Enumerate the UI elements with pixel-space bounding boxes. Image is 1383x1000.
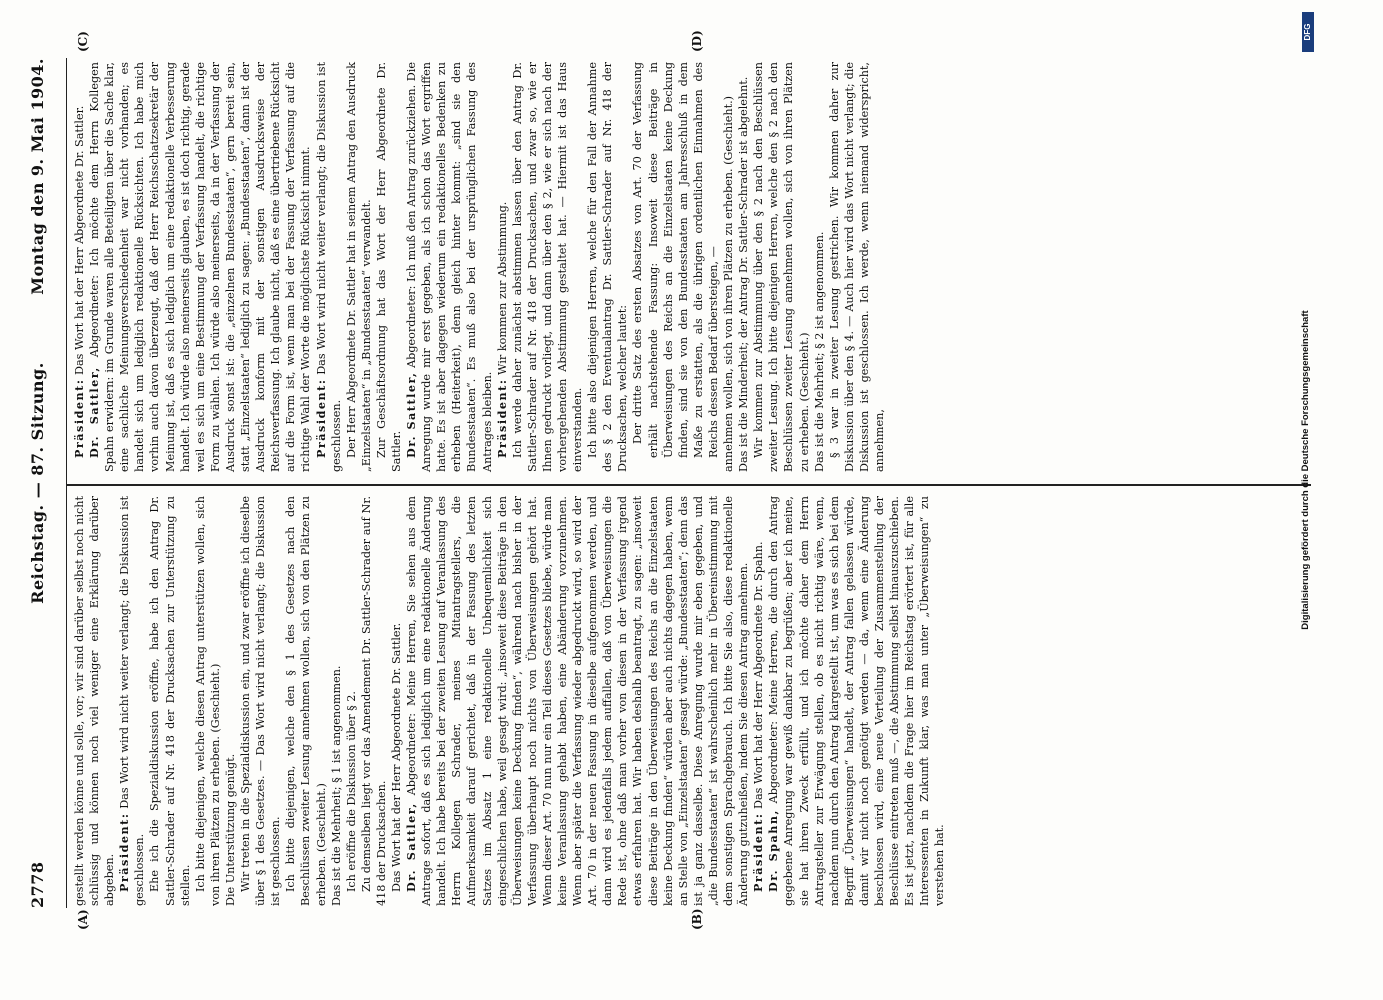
paragraph: Präsident: Das Wort wird nicht weiter verlangt; die Diskussion ist geschlossen. [117,496,147,906]
paragraph: Präsident: Wir kommen zur Abstimmung. [494,201,509,458]
session-date: Montag den 9. Mai 1904. [28,58,47,295]
margin-mark-d: (D) [690,30,704,52]
header-rule [66,58,67,908]
speaker-name: Präsident: [751,812,766,892]
paragraph: Die Unterstützung genügt. [223,753,237,906]
paragraph: Das ist die Minderheit; der Antrag Dr. Sattler-Schrader ist abgelehnt. [737,76,751,472]
speaker-name: Präsident: [117,812,132,892]
paragraph: Ich bitte also diejenigen Herren, welche für den Fall der Annahme des § 2 den Eventualantrag Dr. Sattler-Schrader auf Nr. 418 der Drucksachen, welcher lautet: [586,62,630,472]
margin-mark-c: (C) [76,31,90,52]
paragraph: Das Wort hat der Herr Abgeordnete Dr. Sattler. [389,622,403,892]
paragraph: Ich eröffne die Diskussion über § 2. [344,691,358,892]
paragraph: Ich werde daher zunächst abstimmen lassen über den Antrag Dr. Sattler-Schrader auf Nr. 418 der Drucksachen, und zwar so, wie er Ihnen gedruckt vorliegt, und dann über den § 2, wie er sich nach der vorhergehenden Abstimmung gestaltet hat. — Hiermit ist das Haus einverstanden. [510,62,585,472]
margin-mark-b: (B) [690,908,704,930]
speaker-name: Dr. Sattler, [404,802,419,892]
speaker-name: Dr. Sattler, [404,371,419,458]
paragraph: Das ist die Mehrheit; § 2 ist angenommen. [812,231,826,472]
paragraph: Dr. Sattler, Abgeordneter: Meine Herren, Sie sehen aus dem Antrage sofort, daß es sich lediglich um eine redaktionelle Änderung handelt. Ich habe bereits bei der zweiten Lesung auf Veranlassung des Herrn Kollegen Schrader, meines Mitantragstellers, die Aufmerksamkeit darauf gerichtet, daß in der Fassung des letzten Satzes im Absatz 1 eine redaktionelle Unbequemlichkeit sich eingeschlichen habe, weil gesagt wird: „insoweit diese Beiträge in den Überweisungen keine Deckung finden“, während nach bisher in der Verfassung überhaupt noch nichts von Überweisungen gehört hat. Wenn dieser Art. 70 nun nur ein Teil dieses Gesetzes bliebe, würde man keine Veranlassung gehabt haben, eine Abänderung vorzunehmen. Wenn aber später die Verfassung wieder abgedruckt wird, so wird der Art. 70 in der neuen Fassung in dieselbe aufgenommen werden, und dann wird es jedenfalls jedem auffallen, daß von Überweisungen die Rede ist, ohne daß man vorher von diesen in der Verfassung irgend etwas erfahren hat. Wir haben deshalb beantragt, zu sagen: „insoweit diese Beiträge in den Überweisungen des Reichs an die Einzelstaaten keine Deckung finden“ würden aber auch nichts dagegen haben, wenn an Stelle von „Einzelstaaten“ gesagt würde: „Bundesstaaten“; denn das ist ja ganz dasselbe. Diese Anregung wurde mir eben gegeben, und „die Bundesstaaten“ ist wahrscheinlich mehr in Übereinstimmung mit dem sonstigen Sprachgebrauch. Ich bitte Sie also, diese redaktionelle Änderung gutzuheißen, indem Sie diesen Antrag annehmen. [404,496,751,906]
dfg-logo: DFG [1302,12,1314,52]
paragraph: annehmen wollen, sich von ihren Plätzen zu erheben. (Geschieht.) [722,95,736,472]
digitization-credit: Digitalisierung gefördert durch die Deutsche Forschungsgemeinschaft [1300,310,1311,630]
paragraph: § 3 war in zweiter Lesung gestrichen. Wir kommen daher zur Diskussion über den § 4. — Auch hier wird das Wort nicht verlangt; die Diskussion ist geschlossen. Ich werde, wenn niemand widerspricht, annehmen, [827,62,886,472]
paragraph: Dr. Sattler, Abgeordneter: Ich möchte dem Herrn Kollegen Spahn erwidern: im Grunde waren alle Beteiligten über die Sache klar, eine sachliche Meinungsverschiedenheit war nicht vorhanden; es handelt sich um lediglich redaktionelle Rücksichten. Ich habe mich vorhin auch davon überzeugt, daß der Herr Reichsschatzsekretär der Meinung ist, daß es sich lediglich um eine redaktionelle Verbesserung handelt. Ich würde also meinerseits glauben, es ist doch richtig, gerade weil es sich um eine Bestimmung der Verfassung handelt, die richtige Form zu wählen. Ich würde also meinerseits, da in der Verfassung der Ausdruck sonst ist: die „einzelnen Bundesstaaten“, gern bereit sein, statt „Einzelstaaten“ lediglich zu sagen: „Bundesstaaten“, dann ist der Ausdruck konform mit der sonstigen Ausdrucksweise der Reichsverfassung. Ich glaube nicht, daß es eine übertriebene Rücksicht auf die Form ist, wenn man bei der Fassung der Verfassung auf die richtige Wahl der Worte die möglichste Rücksicht nimmt. [87,62,313,472]
paragraph: Wir kommen zur Abstimmung über den § 2 nach den Beschlüssen zweiter Lesung. Ich bitte diejenigen Herren, welche den § 2 nach den Beschlüssen zweiter Lesung annehmen wollen, sich von ihren Plätzen zu erheben. (Geschieht.) [752,62,811,472]
speaker-name: Präsident: [313,378,328,458]
paragraph: Der Herr Abgeordnete Dr. Sattler hat in seinem Antrag den Ausdruck „Einzelstaaten“ in „Bundesstaaten“ verwandelt. [344,62,373,472]
column-divider [66,484,1311,486]
paragraph: Zur Geschäftsordnung hat das Wort der Herr Abgeordnete Dr. Sattler. [374,62,403,472]
paragraph: Ehe ich die Spezialdiskussion eröffne, habe ich den Antrag Dr. Sattler-Schrader auf Nr. 418 der Drucksachen zur Unterstützung zu stellen. [148,496,192,906]
left-column [72,496,947,906]
paragraph: Präsident: Das Wort wird nicht weiter verlangt; die Diskussion ist geschlossen. [313,62,343,472]
paragraph: Ich bitte diejenigen, welche diesen Antrag unterstützen wollen, sich von ihren Plätzen zu erheben. (Geschieht.) [193,496,222,906]
paragraph: Ich bitte diejenigen, welche den § 1 des Gesetzes nach den Beschlüssen zweiter Lesung annehmen wollen, sich von den Plätzen zu erheben. (Geschieht.) [284,496,328,906]
paragraph: Dr. Spahn, Abgeordneter: Meine Herren, die durch den Antrag gegebene Anregung war gewiß dankbar zu begrüßen; aber ich meine, sie hat ihren Zweck erfüllt, und ich möchte daher dem Herrn Antragsteller zur Erwägung stellen, ob es nicht richtig wäre, wenn, nachdem nun durch den Antrag klargestellt ist, um was es sich bei dem Begriff „Überweisungen“ handelt, der Antrag fallen gelassen würde, damit wir nicht noch genötigt werden — da, wenn eine Änderung beschlossen wird, eine neue Verteilung der Zusammenstellung der Beschlüsse eintreten muß —, die Abstimmung selbst hinauszuschieben. Es ist jetzt, nachdem die Frage hier im Reichstag erörtert ist, für alle Interessenten in Zukunft klar, was man unter „Überweisungen“ zu verstehen hat. [766,495,947,906]
session-title: Reichstag. — 87. Sitzung. [28,362,47,604]
margin-mark-a: (A) [76,909,90,930]
speaker-name: Dr. Spahn, [766,809,781,892]
speaker-name: Dr. Sattler, [87,366,102,458]
paragraph: Das ist die Mehrheit; § 1 ist angenommen. [329,665,343,906]
page-header [22,58,52,908]
quoted-amendment: Der dritte Satz des ersten Absatzes von Art. 70 der Verfassung erhält nachstehende Fassung: Insoweit diese Beiträge in Überweisungen des Reichs an die Einzelstaaten keine Deckung finden, sind sie von den Bundesstaaten am Jahresschluß in dem Maße zu erstatten, als die übrigen ordentlichen Einnahmen des Reichs dessen Bedarf übersteigen, — [631,62,720,458]
paragraph: Zu demselben liegt vor das Amendement Dr. Sattler-Schrader auf Nr. 418 der Drucksachen. [359,496,388,906]
paragraph: Präsident: Das Wort hat der Herr Abgeordnete Dr. Spahn. [751,541,766,892]
page-number: 2778 [28,861,47,908]
speaker-name: Präsident: [72,378,86,458]
paragraph: Wir treten in die Spezialdiskussion ein, und zwar eröffne ich dieselbe über § 1 des Gesetzes. — Das Wort wird nicht verlangt; die Diskussion ist geschlossen. [239,496,283,906]
paragraph: Präsident: Das Wort hat der Herr Abgeordnete Dr. Sattler. [72,105,86,458]
speaker-name: Präsident: [494,378,509,458]
right-column [72,62,887,472]
paragraph: Dr. Sattler, Abgeordneter: Ich muß den Antrag zurückziehen. Die Anregung wurde mir erst gegeben, als ich schon das Wort ergriffen hatte. Es ist aber dagegen wiederum ein redaktionelles Bedenken zu erheben (Heiterkeit), denn gleich hinter kommt: „sind sie den Bundesstaaten“. Es muß also bei der ursprünglichen Fassung des Antrages bleiben. [404,62,494,472]
paragraph: gestellt werden könne und solle, vor; wir sind darüber selbst noch nicht schlüssig und können noch viel weniger eine Erklärung darüber abgeben. [73,496,117,906]
